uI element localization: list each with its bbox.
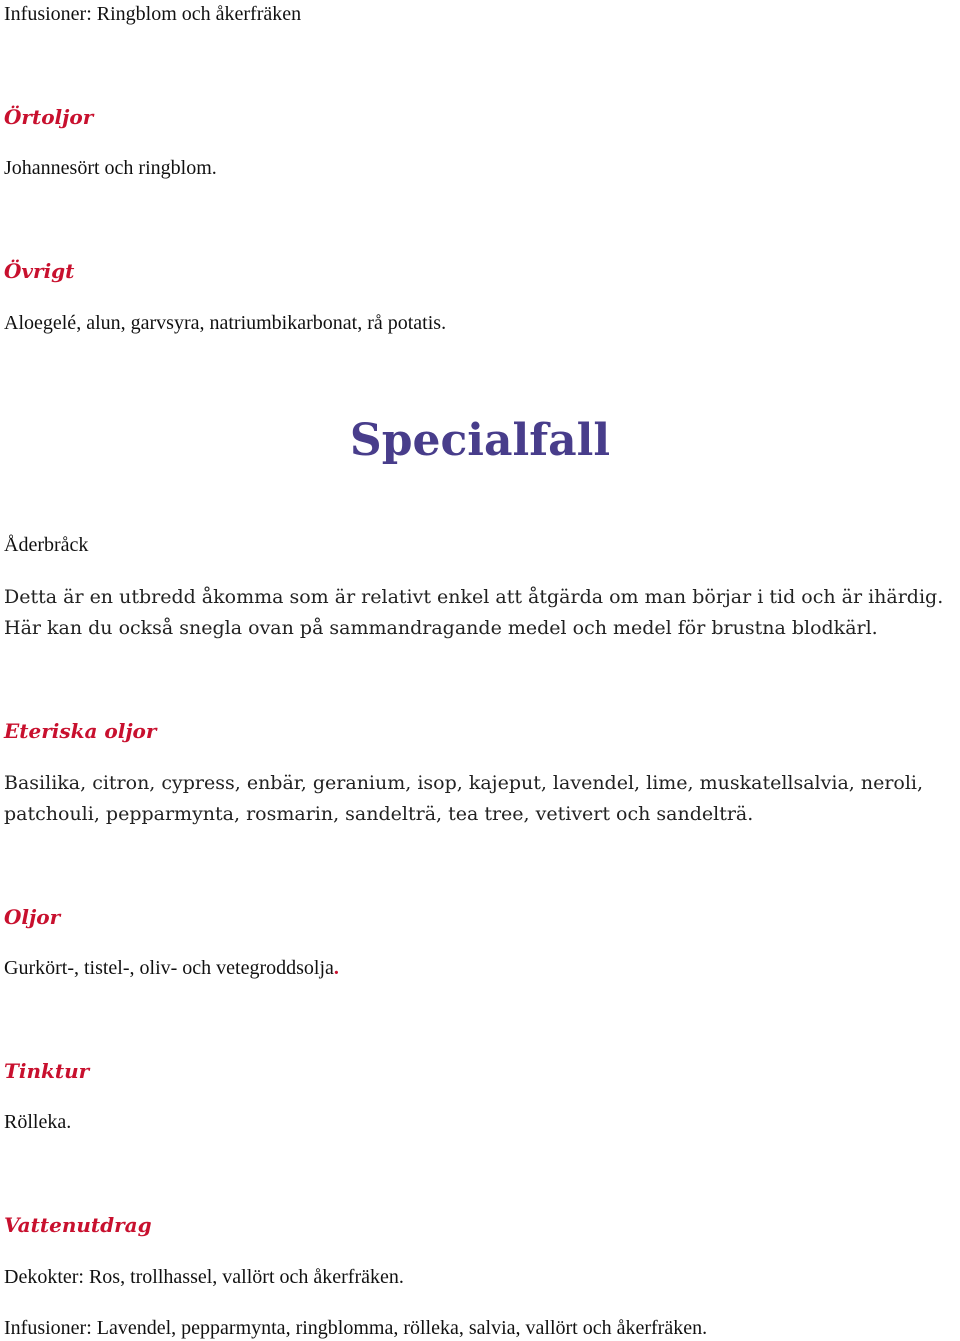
oljor-red-period: . <box>333 957 339 979</box>
heading-vattenutdrag: Vattenutdrag <box>4 1213 152 1237</box>
heading-ortoljor: Örtoljor <box>4 105 94 129</box>
heading-ovrigt: Övrigt <box>4 259 75 283</box>
heading-eteriska-oljor: Eteriska oljor <box>4 719 157 743</box>
eteriska-oljor-line-2: patchouli, pepparmynta, rosmarin, sandelträ, tea tree, vetivert och sandelträ. <box>4 803 754 825</box>
subtitle-aderbrack: Åderbråck <box>4 534 89 556</box>
heading-tinktur: Tinktur <box>4 1059 90 1083</box>
eteriska-oljor-line-1: Basilika, citron, cypress, enbär, geranium, isop, kajeput, lavendel, lime, muskatellsalvia, neroli, <box>4 772 924 794</box>
ortoljor-text: Johannesört och ringblom. <box>4 157 217 179</box>
intro-infusioner-text: Infusioner: Ringblom och åkerfräken <box>4 3 302 25</box>
specialfall-desc-line-1: Detta är en utbredd åkomma som är relativt enkel att åtgärda om man börjar i tid och är ihärdig. <box>4 586 944 608</box>
specialfall-desc-line-2: Här kan du också snegla ovan på sammandragande medel och medel för brustna blodkärl. <box>4 617 878 639</box>
oljor-text-line <box>4 955 339 981</box>
tinktur-text: Rölleka. <box>4 1111 72 1133</box>
ovrigt-text: Aloegelé, alun, garvsyra, natriumbikarbonat, rå potatis. <box>4 312 447 334</box>
oljor-text: Gurkört-, tistel-, oliv- och vetegroddsolja <box>4 957 334 979</box>
vattenutdrag-infusioner-text: Infusioner: Lavendel, pepparmynta, ringblomma, rölleka, salvia, vallört och åkerfräken. <box>4 1317 708 1339</box>
heading-oljor: Oljor <box>4 905 61 929</box>
vattenutdrag-dekokter-text: Dekokter: Ros, trollhassel, vallört och åkerfräken. <box>4 1266 404 1288</box>
page-title-specialfall: Specialfall <box>349 415 611 466</box>
